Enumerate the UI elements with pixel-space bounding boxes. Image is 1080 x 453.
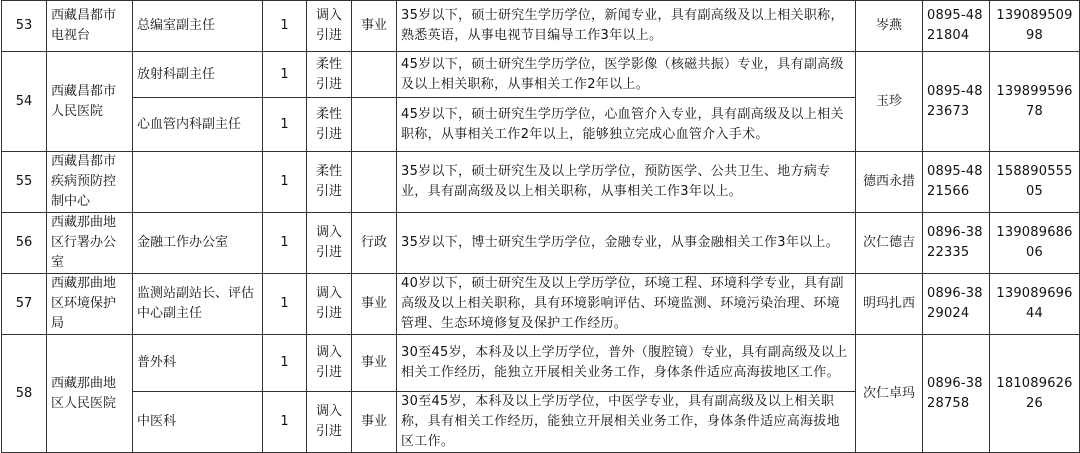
- position-title: 普外科: [133, 335, 263, 392]
- row-number: 54: [2, 52, 47, 152]
- recruit-method: 调入引进: [307, 274, 352, 335]
- row-number: 56: [2, 213, 47, 274]
- position-count: 1: [263, 274, 307, 335]
- mobile-phone: 13989959678: [990, 52, 1080, 152]
- mobile-phone: 13908969644: [990, 274, 1080, 335]
- table-row: [2, 52, 1080, 98]
- position-count: 1: [263, 213, 307, 274]
- table-row: [2, 274, 1080, 335]
- contact-person: 次仁卓玛: [856, 335, 923, 453]
- recruit-method: 调入引进: [307, 1, 352, 52]
- row-number: 57: [2, 274, 47, 335]
- recruit-method: 调入引进: [307, 213, 352, 274]
- requirements: 45岁以下，硕士研究生学历学位，医学影像（核磁共振）专业，具有副高级及以上相关职称，从事相关工作2年以上。: [397, 52, 856, 98]
- position-count: 1: [263, 152, 307, 213]
- office-phone: 0895-4821566: [923, 152, 990, 213]
- position-type: [352, 52, 397, 98]
- position-type: 事业: [352, 1, 397, 52]
- position-title: 放射科副主任: [133, 52, 263, 98]
- position-title: 心血管内科副主任: [133, 98, 263, 152]
- recruit-method: 柔性引进: [307, 52, 352, 98]
- row-number: 55: [2, 152, 47, 213]
- unit-name: 西藏昌都市人民医院: [47, 52, 133, 152]
- unit-name: 西藏昌都市电视台: [47, 1, 133, 52]
- position-title: [133, 152, 263, 213]
- position-title: 监测站副站长、评估中心副主任: [133, 274, 263, 335]
- recruit-method: 柔性引进: [307, 98, 352, 152]
- mobile-phone: 13908968606: [990, 213, 1080, 274]
- row-number: 58: [2, 335, 47, 453]
- recruit-method: 柔性引进: [307, 152, 352, 213]
- table-row: [2, 213, 1080, 274]
- table-row: [2, 1, 1080, 52]
- position-count: 1: [263, 335, 307, 392]
- requirements: 35岁以下，博士研究生学历学位，金融专业，从事金融相关工作3年以上。: [397, 213, 856, 274]
- position-type: 事业: [352, 335, 397, 392]
- table-row: [2, 335, 1080, 392]
- recruitment-table: [1, 0, 1080, 453]
- recruit-method: 调入引进: [307, 392, 352, 453]
- position-type: [352, 152, 397, 213]
- requirements: 40岁以下，硕士研究生及以上学历学位，环境工程、环境科学专业，具有副高级及以上相关职称，具有环境影响评估、环境监测、环境污染治理、环境管理、生态环境修复及保护工作经历。: [397, 274, 856, 335]
- requirements: 45岁以下，硕士研究生学历学位，心血管介入专业，具有副高级及以上相关职称，从事相关工作2年以上，能够独立完成心血管介入手术。: [397, 98, 856, 152]
- mobile-phone: 18108962626: [990, 335, 1080, 453]
- contact-person: 德西永措: [856, 152, 923, 213]
- office-phone: 0895-4821804: [923, 1, 990, 52]
- recruit-method: 调入引进: [307, 335, 352, 392]
- position-type: [352, 98, 397, 152]
- unit-name: 西藏那曲地区环境保护局: [47, 274, 133, 335]
- position-count: 1: [263, 392, 307, 453]
- position-type: 行政: [352, 213, 397, 274]
- requirements: 30至45岁，本科及以上学历学位，普外（腹腔镜）专业，具有副高级及以上相关工作经历，能独立开展相关业务工作，身体条件适应高海拔地区工作。: [397, 335, 856, 392]
- unit-name: 西藏那曲地区行署办公室: [47, 213, 133, 274]
- requirements: 35岁以下，硕士研究生学历学位，新闻专业，具有副高级及以上相关职称，熟悉英语，从事电视节目编导工作3年以上。: [397, 1, 856, 52]
- requirements: 35岁以下，硕士研究生及以上学历学位，预防医学、公共卫生、地方病专业，具有副高级及以上相关职称，从事相关工作3年以上。: [397, 152, 856, 213]
- position-title: 总编室副主任: [133, 1, 263, 52]
- requirements: 30至45岁，本科及以上学历学位，中医学专业，具有副高级及以上相关职称，具有相关工作经历，能独立开展相关业务工作，身体条件适应高海拔地区工作。: [397, 392, 856, 453]
- contact-person: 玉珍: [856, 52, 923, 152]
- office-phone: 0895-4823673: [923, 52, 990, 152]
- mobile-phone: 15889055505: [990, 152, 1080, 213]
- contact-person: 明玛扎西: [856, 274, 923, 335]
- office-phone: 0896-3822335: [923, 213, 990, 274]
- position-title: 中医科: [133, 392, 263, 453]
- position-type: 事业: [352, 392, 397, 453]
- office-phone: 0896-3828758: [923, 335, 990, 453]
- position-title: 金融工作办公室: [133, 213, 263, 274]
- position-count: 1: [263, 1, 307, 52]
- position-count: 1: [263, 52, 307, 98]
- row-number: 53: [2, 1, 47, 52]
- contact-person: 岑燕: [856, 1, 923, 52]
- position-type: 事业: [352, 274, 397, 335]
- mobile-phone: 13908950998: [990, 1, 1080, 52]
- contact-person: 次仁德吉: [856, 213, 923, 274]
- unit-name: 西藏昌都市疾病预防控制中心: [47, 152, 133, 213]
- office-phone: 0896-3829024: [923, 274, 990, 335]
- position-count: 1: [263, 98, 307, 152]
- table-row: [2, 152, 1080, 213]
- unit-name: 西藏那曲地区人民医院: [47, 335, 133, 453]
